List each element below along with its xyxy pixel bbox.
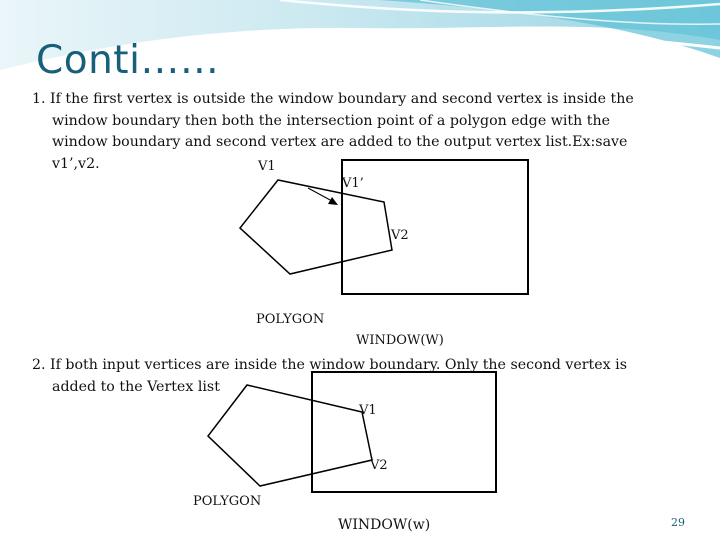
rule-1-line: window boundary and second vertex are added to the output vertex list.Ex:save [52, 134, 628, 150]
arrow-head-1 [328, 197, 338, 205]
rule-2-line: 2. If both input vertices are inside the window boundary. Only the second vertex is [32, 357, 627, 373]
label-v1: V1 [258, 159, 276, 174]
rule-1-line: v1’,v2. [52, 155, 100, 172]
label-window: WINDOW(W) [356, 333, 444, 348]
label-polygon: POLYGON [193, 494, 262, 509]
label-v1-prime: V1’ [342, 176, 364, 191]
label-window: WINDOW(w) [338, 517, 431, 533]
rule-1-line: window boundary then both the intersection point of a polygon edge with the [52, 112, 611, 129]
rule-2-line: added to the Vertex list [52, 378, 220, 395]
page-number: 29 [671, 516, 685, 529]
polygon-shape-1 [240, 180, 392, 274]
rule-2-text [32, 355, 697, 398]
window-rectangle-1 [342, 160, 528, 294]
polygon-shape-2 [208, 385, 372, 486]
page-title: Conti…… [36, 38, 220, 83]
label-v2: V2 [370, 458, 388, 473]
label-v1: V1 [359, 403, 377, 418]
label-v2: V2 [391, 228, 409, 243]
label-polygon: POLYGON [256, 312, 325, 327]
rule-1-line: 1. If the first vertex is outside the window boundary and second vertex is inside the [32, 91, 634, 107]
